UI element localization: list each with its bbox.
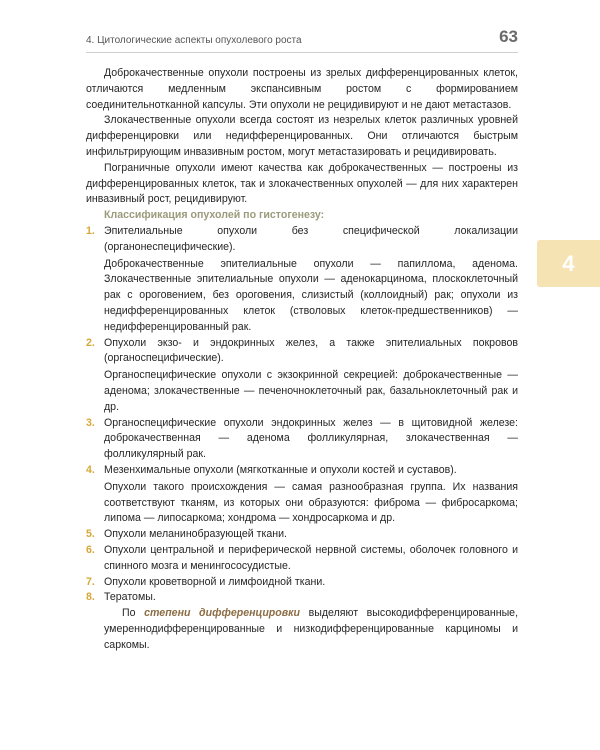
item-number: 7. [86,575,95,588]
item-number: 1. [86,224,95,237]
item-description: Органоспецифические опухоли с экзокринной секрецией: доброкачественные — аденома; злокачественные — печеночноклеточный рак, базальноклеточный рак и др. [104,369,518,413]
classification-item [86,590,518,606]
item-title: Органоспецифические опухоли эндокринных желез — в щитовидной железе: доброкачественная — аденома фолликулярная, злокачественная — фолликулярный рак. [104,416,518,461]
item-description: Доброкачественные эпителиальные опухоли — папиллома, аденома. Злокачественные эпителиальные опухоли — аденокарцинома, плоскоклеточный рак с ороговением, без ороговения, слизистый (коллоидный) рак; опухоли из недифференцированных клеток (стволовых клеток-предшественников) — недифференцированный рак. [104,257,518,333]
classification-item [86,336,518,416]
classification-item [86,543,518,575]
chapter-tab-label: 4 [562,250,575,276]
classification-list [86,224,518,606]
closing-paragraph [86,606,518,653]
classification-item [86,575,518,591]
classification-item [86,416,518,463]
paragraph-malignant: Злокачественные опухоли всегда состоят из незрелых клеток различных уровней дифференцировки или недифференцированных. Они отличаются быстрым инфильтрирующим инвазивным ростом, могут метастазировать и рецидивировать. [86,114,518,158]
closing-text-start: По [122,607,145,620]
item-title: Опухоли меланинобразующей ткани. [104,528,287,541]
running-header [86,27,518,53]
item-title: Опухоли кроветворной и лимфоидной ткани. [104,575,326,588]
classification-heading: Классификация опухолей по гистогенезу: [104,209,325,222]
item-number: 2. [86,336,95,349]
item-number: 4. [86,463,95,476]
page-number: 63 [499,27,518,46]
highlighted-term: степени дифференцировки [144,607,300,620]
item-title: Тератомы. [104,591,156,604]
item-title: Опухоли экзо- и эндокринных желез, а также эпителиальных покровов (органоспецифические). [104,336,518,365]
paragraph-benign: Доброкачественные опухоли построены из зрелых дифференцированных клеток, отличаются медленным экспансивным ростом с формированием соединительнотканной капсулы. Эти опухоли не рецидивируют и не дают метастазов. [86,67,518,111]
item-number: 6. [86,543,95,556]
item-description: Опухоли такого происхождения — самая разнообразная группа. Их названия соответствуют тканям, из которых они образуются: фиброма — фибросаркома; липома — липосаркома; хондрома — хондросаркома и др. [104,480,518,525]
paragraph-borderline: Пограничные опухоли имеют качества как доброкачественных — построены из дифференцированных клеток, так и злокачественных опухолей — для них характерен инвазивный рост, рецидивируют. [86,161,518,206]
chapter-tab [537,240,600,287]
item-number: 5. [86,528,95,541]
classification-item [86,463,518,527]
main-text [86,66,518,653]
item-number: 8. [86,591,95,604]
item-title: Эпителиальные опухоли без специфической локализации (органонеспецифические). [104,224,518,253]
item-title: Опухоли центральной и периферической нервной системы, оболочек головного и спинного мозга и менингососудистые. [104,543,518,572]
classification-item [86,527,518,543]
item-number: 3. [86,416,95,429]
chapter-title: 4. Цитологические аспекты опухолевого роста [86,35,302,46]
classification-item [86,224,518,336]
closing-text-end: выделяют высокодифференцированные, умереннодифференцированные и низкодифференцированные карциномы и саркомы. [104,607,519,651]
item-title: Мезенхимальные опухоли (мягкотканные и опухоли костей и суставов). [104,463,457,476]
header-rule [86,52,518,53]
